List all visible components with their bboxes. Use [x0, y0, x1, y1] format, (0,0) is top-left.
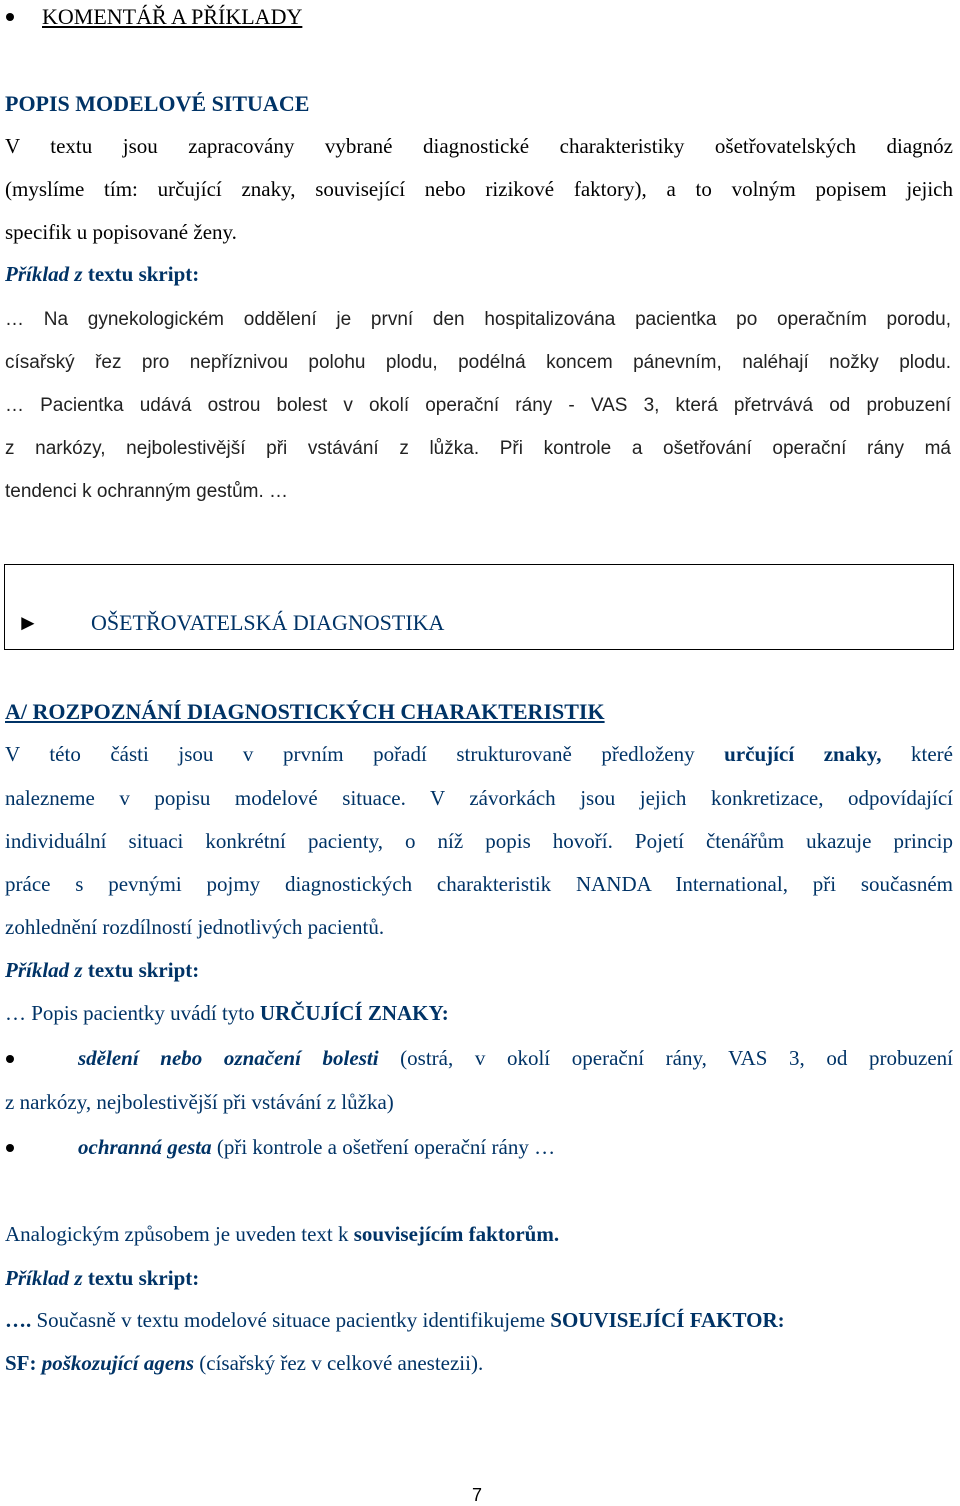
sf-line: [5, 1353, 483, 1374]
section-heading: KOMENTÁŘ A PŘÍKLADY: [42, 4, 303, 29]
example-label-italic: Příklad z: [5, 958, 83, 982]
part-line-2: nalezneme v popisu modelové situace. V závorkách jsou jejich konkretizace, odpovídající: [5, 786, 953, 810]
list-bullet: [6, 1055, 14, 1063]
list-bullet: [6, 1144, 14, 1152]
bullet-2-rest: (při kontrole a ošetření operační rány …: [211, 1135, 556, 1159]
part-line-3: individuální situaci konkrétní pacienty, o níž popis hovoří. Pojetí čtenářům ukazuje princip: [5, 829, 953, 853]
sf-label: SF:: [5, 1351, 37, 1375]
part-line-1-after: které: [881, 742, 953, 766]
sf-term: poškozující agens: [41, 1351, 195, 1375]
intro-line-3: specifik u popisované ženy.: [5, 220, 237, 244]
part-line-1-before: V této části jsou v prvním pořadí strukturovaně předloženy: [5, 742, 725, 766]
sf-rest: (císařský řez v celkové anestezii).: [194, 1351, 484, 1375]
bullet-1: [78, 1048, 953, 1069]
analog-bold: souvisejícím faktorům.: [353, 1222, 560, 1246]
signs-intro: [5, 1003, 449, 1024]
bullet-2-term: ochranná gesta: [78, 1135, 212, 1159]
example-label-2: [5, 960, 199, 981]
arrow-right-icon: ►: [17, 610, 39, 635]
example-label-rest: textu skript:: [82, 1266, 200, 1290]
part-line-1-bold: určující znaky,: [724, 742, 882, 766]
example-label-3: [5, 1268, 199, 1289]
intro-line-2: (myslíme tím: určující znaky, související nebo rizikové faktory), a to volným popisem jejich: [5, 177, 953, 201]
signs-intro-bold: URČUJÍCÍ ZNAKY:: [259, 1001, 449, 1025]
bullet-1-term: sdělení nebo označení bolesti: [78, 1046, 379, 1070]
page-number: 7: [472, 1485, 483, 1505]
diagnostics-title: OŠETŘOVATELSKÁ DIAGNOSTIKA: [91, 610, 445, 635]
example-label-rest: textu skript:: [82, 262, 200, 286]
part-line-4: práce s pevnými pojmy diagnostických charakteristik NANDA International, při současném: [5, 872, 953, 896]
example-label-1: [5, 264, 199, 285]
script-line-3: … Pacientka udává ostrou bolest v okolí operační rány - VAS 3, která přetrvává od probuzení: [5, 395, 951, 416]
intro-line-1: V textu jsou zapracovány vybrané diagnostické charakteristiky ošetřovatelských diagnóz: [5, 134, 953, 158]
part-line-5: zohlednění rozdílností jednotlivých pacientů.: [5, 915, 385, 939]
factor-bold: SOUVISEJÍCÍ FAKTOR:: [550, 1308, 785, 1332]
bullet-1-continuation: z narkózy, nejbolestivější při vstávání z lůžka): [5, 1090, 394, 1114]
diagnostics-box: [4, 564, 954, 650]
script-line-1: … Na gynekologickém oddělení je první den hospitalizována pacientka po operačním porodu,: [5, 309, 951, 330]
factor-dots: ….: [5, 1308, 32, 1332]
heading-bullet: [6, 13, 14, 21]
signs-intro-text: … Popis pacientky uvádí tyto: [5, 1001, 260, 1025]
script-line-4: z narkózy, nejbolestivější při vstávání z lůžka. Při kontrole a ošetřování operační rány má: [5, 438, 951, 459]
script-line-2: císařský řez pro nepříznivou polohu plodu, podélná koncem pánevním, naléhají nožky plodu.: [5, 352, 951, 373]
factor-line: [5, 1310, 785, 1331]
sub-heading: A/ ROZPOZNÁNÍ DIAGNOSTICKÝCH CHARAKTERISTIK: [5, 699, 605, 724]
analog-text: Analogickým způsobem je uveden text k: [5, 1222, 354, 1246]
bullet-1-rest: (ostrá, v okolí operační rány, VAS 3, od probuzení: [378, 1046, 953, 1070]
script-line-5: tendenci k ochranným gestům. …: [5, 481, 289, 502]
analog-line: [5, 1224, 559, 1245]
part-line-1: [5, 744, 953, 765]
bullet-2: [78, 1137, 555, 1158]
factor-text: Současně v textu modelové situace pacientky identifikujeme: [31, 1308, 551, 1332]
model-situation-title: POPIS MODELOVÉ SITUACE: [5, 91, 310, 116]
example-label-rest: textu skript:: [82, 958, 200, 982]
example-label-italic: Příklad z: [5, 262, 83, 286]
example-label-italic: Příklad z: [5, 1266, 83, 1290]
